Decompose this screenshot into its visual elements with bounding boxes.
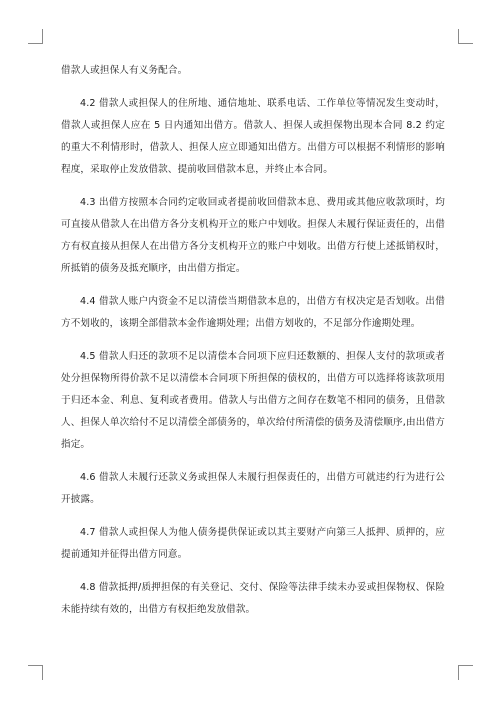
paragraph-continuation: 借款人或担保人有义务配合。	[61, 65, 188, 76]
paragraph-clause-4-4: 4.4 借款人账户内资金不足以清偿当期借款本息的，出借方有权决定是否划收。出借方不划收的，该期全部借款本金作逾期处理；出借方划收的，不足部分作逾期处理。	[61, 296, 445, 329]
crop-mark-top-left	[28, 29, 43, 44]
paragraph-clause-4-7: 4.7 借款人或担保人为他人债务提供保证或以其主要财产向第三人抵押、质押的，应提前通知并征得出借方同意。	[61, 527, 445, 560]
crop-mark-bottom-left	[28, 665, 43, 680]
crop-mark-bottom-right	[458, 665, 473, 680]
paragraph-clause-4-8: 4.8 借款抵押/质押担保的有关登记、交付、保险等法律手续未办妥或担保物权、保险未能持续有效的，出借方有权拒绝发放借款。	[61, 582, 445, 615]
crop-mark-top-right	[458, 29, 473, 44]
document-body	[61, 60, 445, 632]
paragraph-clause-4-5: 4.5 借款人归还的款项不足以清偿本合同项下应归还数额的、担保人支付的款项或者处分担保物所得价款不足以清偿本合同项下所担保的债权的，出借方可以选择将该款项用于归还本金、利息、复利或者费用。借款人与出借方之间存在数笔不相同的债务，且借款人、担保人单次给付不足以清偿全部债务的，单次给付所清偿的债务及清偿顺序,由出借方指定。	[61, 351, 445, 450]
paragraph-clause-4-2: 4.2 借款人或担保人的住所地、通信地址、联系电话、工作单位等情况发生变动时，借款人或担保人应在 5 日内通知出借方。借款人、担保人或担保物出现本合同 8.2 约定的重大不利情形时，借款人、担保人应立即通知出借方。出借方可以根据不利情形的影响程度，采取停止发放借款、提前收回借款本息，并终止本合同。	[61, 98, 445, 175]
paragraph-clause-4-6: 4.6 借款人未履行还款义务或担保人未履行担保责任的，出借方可就违约行为进行公开披露。	[61, 472, 445, 505]
paragraph-clause-4-3: 4.3 出借方按照本合同约定收回或者提前收回借款本息、费用或其他应收款项时，均可直接从借款人在出借方各分支机构开立的账户中划收。担保人未履行保证责任的，出借方有权直接从担保人在出借方各分支机构开立的账户中划收。出借方行使上述抵销权时，所抵销的债务及抵充顺序，由出借方指定。	[61, 197, 445, 274]
